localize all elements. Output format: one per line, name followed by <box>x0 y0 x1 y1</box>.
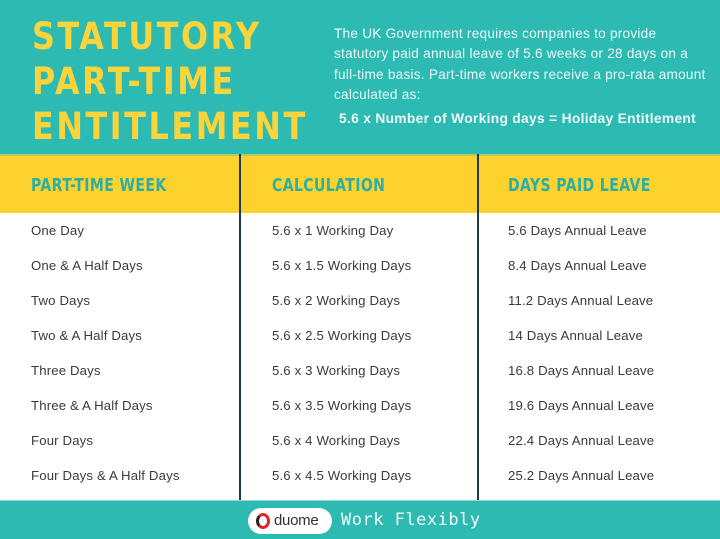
cell-calculation: 5.6 x 4 Working Days <box>272 433 401 448</box>
table-body <box>0 213 720 500</box>
formula-text: 5.6 x Number of Working days = Holiday Entitlement <box>339 111 697 126</box>
cell-days-paid-leave: 8.4 Days Annual Leave <box>508 258 647 273</box>
cell-part-time-week: Three & A Half Days <box>31 398 153 413</box>
cell-days-paid-leave: 16.8 Days Annual Leave <box>508 363 655 378</box>
column-header-calculation: CALCULATION <box>272 175 386 196</box>
page-title <box>32 14 308 149</box>
cell-part-time-week: Four Days <box>31 433 94 448</box>
table-row <box>0 248 720 283</box>
duome-logo <box>248 508 332 534</box>
title-line-1: STATUTORY <box>32 15 262 58</box>
cell-days-paid-leave: 22.4 Days Annual Leave <box>508 433 655 448</box>
cell-calculation: 5.6 x 1 Working Day <box>272 223 394 238</box>
cell-part-time-week: Two & A Half Days <box>31 328 143 343</box>
cell-days-paid-leave: 14 Days Annual Leave <box>508 328 643 343</box>
cell-calculation: 5.6 x 3 Working Days <box>272 363 401 378</box>
cell-days-paid-leave: 19.6 Days Annual Leave <box>508 398 655 413</box>
table-row <box>0 458 720 493</box>
cell-days-paid-leave: 5.6 Days Annual Leave <box>508 223 647 238</box>
duome-logo-icon <box>256 513 270 529</box>
tagline: Work Flexibly <box>341 510 481 530</box>
cell-part-time-week: One Day <box>31 223 85 238</box>
footer-bar <box>0 500 720 539</box>
cell-calculation: 5.6 x 1.5 Working Days <box>272 258 412 273</box>
cell-part-time-week: Three Days <box>31 363 101 378</box>
table-header-row <box>0 154 720 213</box>
title-line-3: ENTITLEMENT <box>32 105 308 148</box>
cell-calculation: 5.6 x 3.5 Working Days <box>272 398 412 413</box>
table-row <box>0 283 720 318</box>
table-row <box>0 318 720 353</box>
cell-days-paid-leave: 11.2 Days Annual Leave <box>508 293 654 308</box>
cell-calculation: 5.6 x 2.5 Working Days <box>272 328 412 343</box>
cell-days-paid-leave: 25.2 Days Annual Leave <box>508 468 655 483</box>
cell-part-time-week: Four Days & A Half Days <box>31 468 180 483</box>
cell-calculation: 5.6 x 4.5 Working Days <box>272 468 412 483</box>
column-header-days-paid-leave: DAYS PAID LEAVE <box>508 175 651 196</box>
cell-part-time-week: One & A Half Days <box>31 258 143 273</box>
intro-paragraph: The UK Government requires companies to provide statutory paid annual leave of 5.6 weeks or 28 days on a full-time basis. Part-time workers receive a pro-rata amount calculated as: <box>334 26 706 102</box>
header-banner <box>0 0 720 154</box>
table-row <box>0 423 720 458</box>
cell-calculation: 5.6 x 2 Working Days <box>272 293 401 308</box>
column-header-part-time-week: PART-TIME WEEK <box>31 175 167 196</box>
table-row <box>0 388 720 423</box>
cell-part-time-week: Two Days <box>31 293 91 308</box>
logo-text: duome <box>274 512 319 529</box>
table-row <box>0 213 720 248</box>
table-row <box>0 353 720 388</box>
title-line-2: PART-TIME <box>32 60 236 103</box>
